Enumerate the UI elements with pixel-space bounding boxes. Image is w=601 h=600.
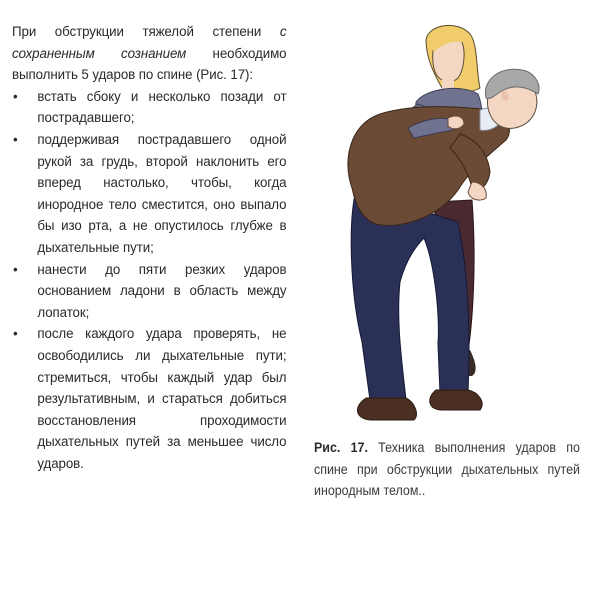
intro-after: необходимо выполнить 5 ударов по спине (Рис. 17): xyxy=(12,45,287,84)
list-item: • после каждого удара проверять, не освободились ли дыхательные пути; стремиться, чтобы каждый удар был результативным, и стараться добиться восстановления проходимости дыхательных путей за меньшее число ударов. xyxy=(12,324,286,475)
caption-label: Рис. 17. xyxy=(314,440,368,455)
list-item: • поддерживая пострадавшего одной рукой за грудь, второй наклонить его вперед настолько, чтобы, когда инородное тело сместится, оно выпало бы изо рта, а не опустилось глубже в дыхательные пути; xyxy=(12,130,286,260)
caption-text: Техника выполнения ударов по спине при обструкции дыхательных путей инородным телом.. xyxy=(314,440,580,499)
intro-before: При обструкции тяжелой степени xyxy=(12,24,280,40)
intro-paragraph xyxy=(12,22,286,87)
illustration-svg xyxy=(330,22,580,432)
back-blows-illustration xyxy=(330,22,580,432)
body-text xyxy=(12,22,286,475)
list-item: • встать сбоку и несколько позади от пострадавшего; xyxy=(12,87,286,130)
list-item: • нанести до пяти резких ударов основанием ладони в область между лопаток; xyxy=(12,260,286,325)
figure-caption xyxy=(314,437,580,502)
instruction-list xyxy=(12,87,286,476)
intro-emphasis: с сохраненным сознанием xyxy=(12,24,287,62)
